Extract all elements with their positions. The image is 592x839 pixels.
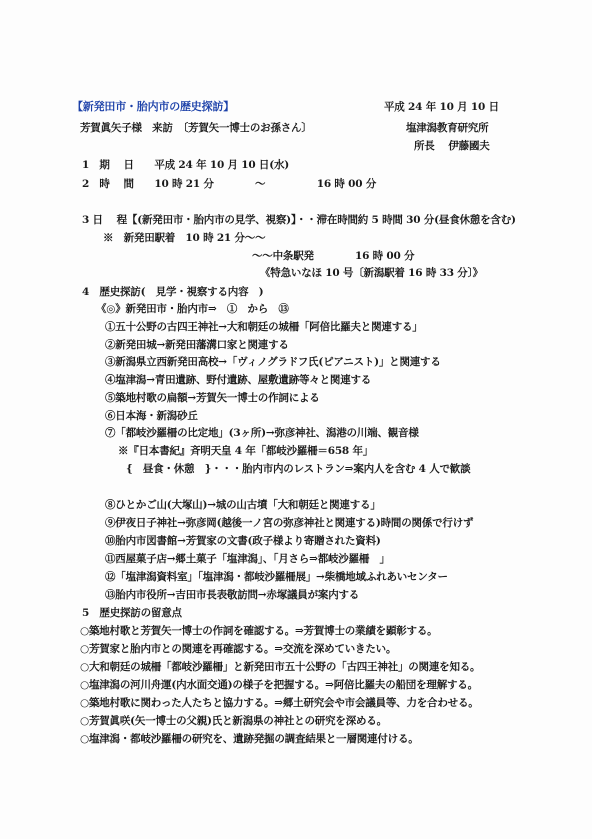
schedule-line: 3 日 程【(新発田市・胎内市の見学、視察)】・・滞在時間約 5 時間 30 分(昼食休憩を含む) <box>82 214 516 226</box>
visitor-line: 芳賀眞矢子様 来訪 〔芳賀矢一博士のお孫さん〕 <box>80 122 312 134</box>
director-name: 所長 伊藤國夫 <box>414 140 490 152</box>
list-item: ②新発田城→新発田藩溝口家と関連する <box>105 339 289 351</box>
lunch-line: { 昼食・休憩 }・・・胎内市内のレストラン⇒案内人を含む 4 人で歓談 <box>126 463 471 475</box>
list-item: ①五十公野の古四王神社→大和朝廷の城柵「阿倍比羅夫と関連する」 <box>105 321 423 333</box>
note-item: ○塩津潟・都岐沙羅柵の研究を、遺跡発掘の調査結果と一層関連付ける。 <box>80 733 419 745</box>
list-item: ⑦「都岐沙羅柵の比定地」(3ヶ所)→弥彦神社、潟港の川端、観音様 <box>105 427 419 439</box>
list-item: ③新潟県立西新発田高校→「ヴィノグラドフ氏(ピアニスト)」と関連する <box>105 356 441 368</box>
list-item: ⑪西屋菓子店→郷土菓子「塩津潟」、「月さら⇒都岐沙羅柵 」 <box>105 553 390 565</box>
list-item: ⑤築地村歌の扁額→芳賀矢一博士の作詞による <box>105 392 320 404</box>
list-item: ④塩津潟→青田遺跡、野付遺跡、屋敷遺跡等々と関連する <box>105 374 372 386</box>
item-date: 1 期 日 平成 24 年 10 月 10 日(水) <box>82 159 290 171</box>
schedule-train: 《特急いなほ 10 号〔新潟駅着 16 時 33 分〕》 <box>260 267 483 279</box>
list-item: ⑩胎内市図書館→芳賀家の文書(政子様より寄贈された資料) <box>105 535 381 547</box>
list-item: ⑧ひとかご山(大塚山)→城の山古墳「大和朝廷と関連する」 <box>105 499 381 511</box>
item-time: 2 時 間 10 時 21 分 〜 16 時 00 分 <box>82 178 377 190</box>
list-item: ⑥日本海・新潟砂丘 <box>105 410 198 422</box>
note-line: ※『日本書紀』斉明天皇 4 年「都岐沙羅柵＝658 年」 <box>118 445 374 457</box>
list-item: ⑨伊夜日子神社→弥彦岡(越後一ノ宮の弥彦神社と関連する)時間の関係で行けず <box>105 517 474 529</box>
list-item: ⑫「塩津潟資料室」「塩津潟・都岐沙羅柵展」→柴橋地域ふれあいセンター <box>105 571 448 583</box>
document-title: 【新発田市・胎内市の歴史探訪】 <box>72 100 234 113</box>
note-item: ○芳賀眞咲(矢一博士の父親)氏と新潟県の神社との研究を深める。 <box>80 715 387 727</box>
document-date: 平成 24 年 10 月 10 日 <box>384 101 499 113</box>
note-item: ○築地村歌と芳賀矢一博士の作詞を確認する。⇒芳賀博士の業績を顕彰する。 <box>80 625 438 637</box>
note-item: ○築地村歌に関わった人たちと協力する。⇒郷土研究会や市会議員等、力を合わせる。 <box>80 697 479 709</box>
note-item: ○塩津潟の河川舟運(内水面交通)の様子を把握する。⇒阿倍比羅夫の船団を理解する。 <box>80 679 478 691</box>
schedule-departure: 〜〜中条駅発 16 時 00 分 <box>252 250 415 262</box>
note-item: ○大和朝廷の城柵「都岐沙羅柵」と新発田市五十公野の「古四王神社」の関連を知る。 <box>80 661 481 673</box>
organization-name: 塩津潟教育研究所 <box>406 122 489 134</box>
section4-sub: 《◎》新発田市・胎内市⇒ ① から ⑬ <box>96 303 289 315</box>
section4-heading: 4 歴史探訪( 見学・視察する内容 ) <box>82 286 264 298</box>
schedule-arrival: ※ 新発田駅着 10 時 21 分〜〜 <box>103 232 266 244</box>
list-item: ⑬胎内市役所→吉田市長表敬訪問→赤塚議員が案内する <box>105 589 360 601</box>
section5-heading: 5 歴史探訪の留意点 <box>82 607 182 619</box>
note-item: ○芳賀家と胎内市との関連を再確認する。⇒交流を深めていきたい。 <box>80 643 397 655</box>
